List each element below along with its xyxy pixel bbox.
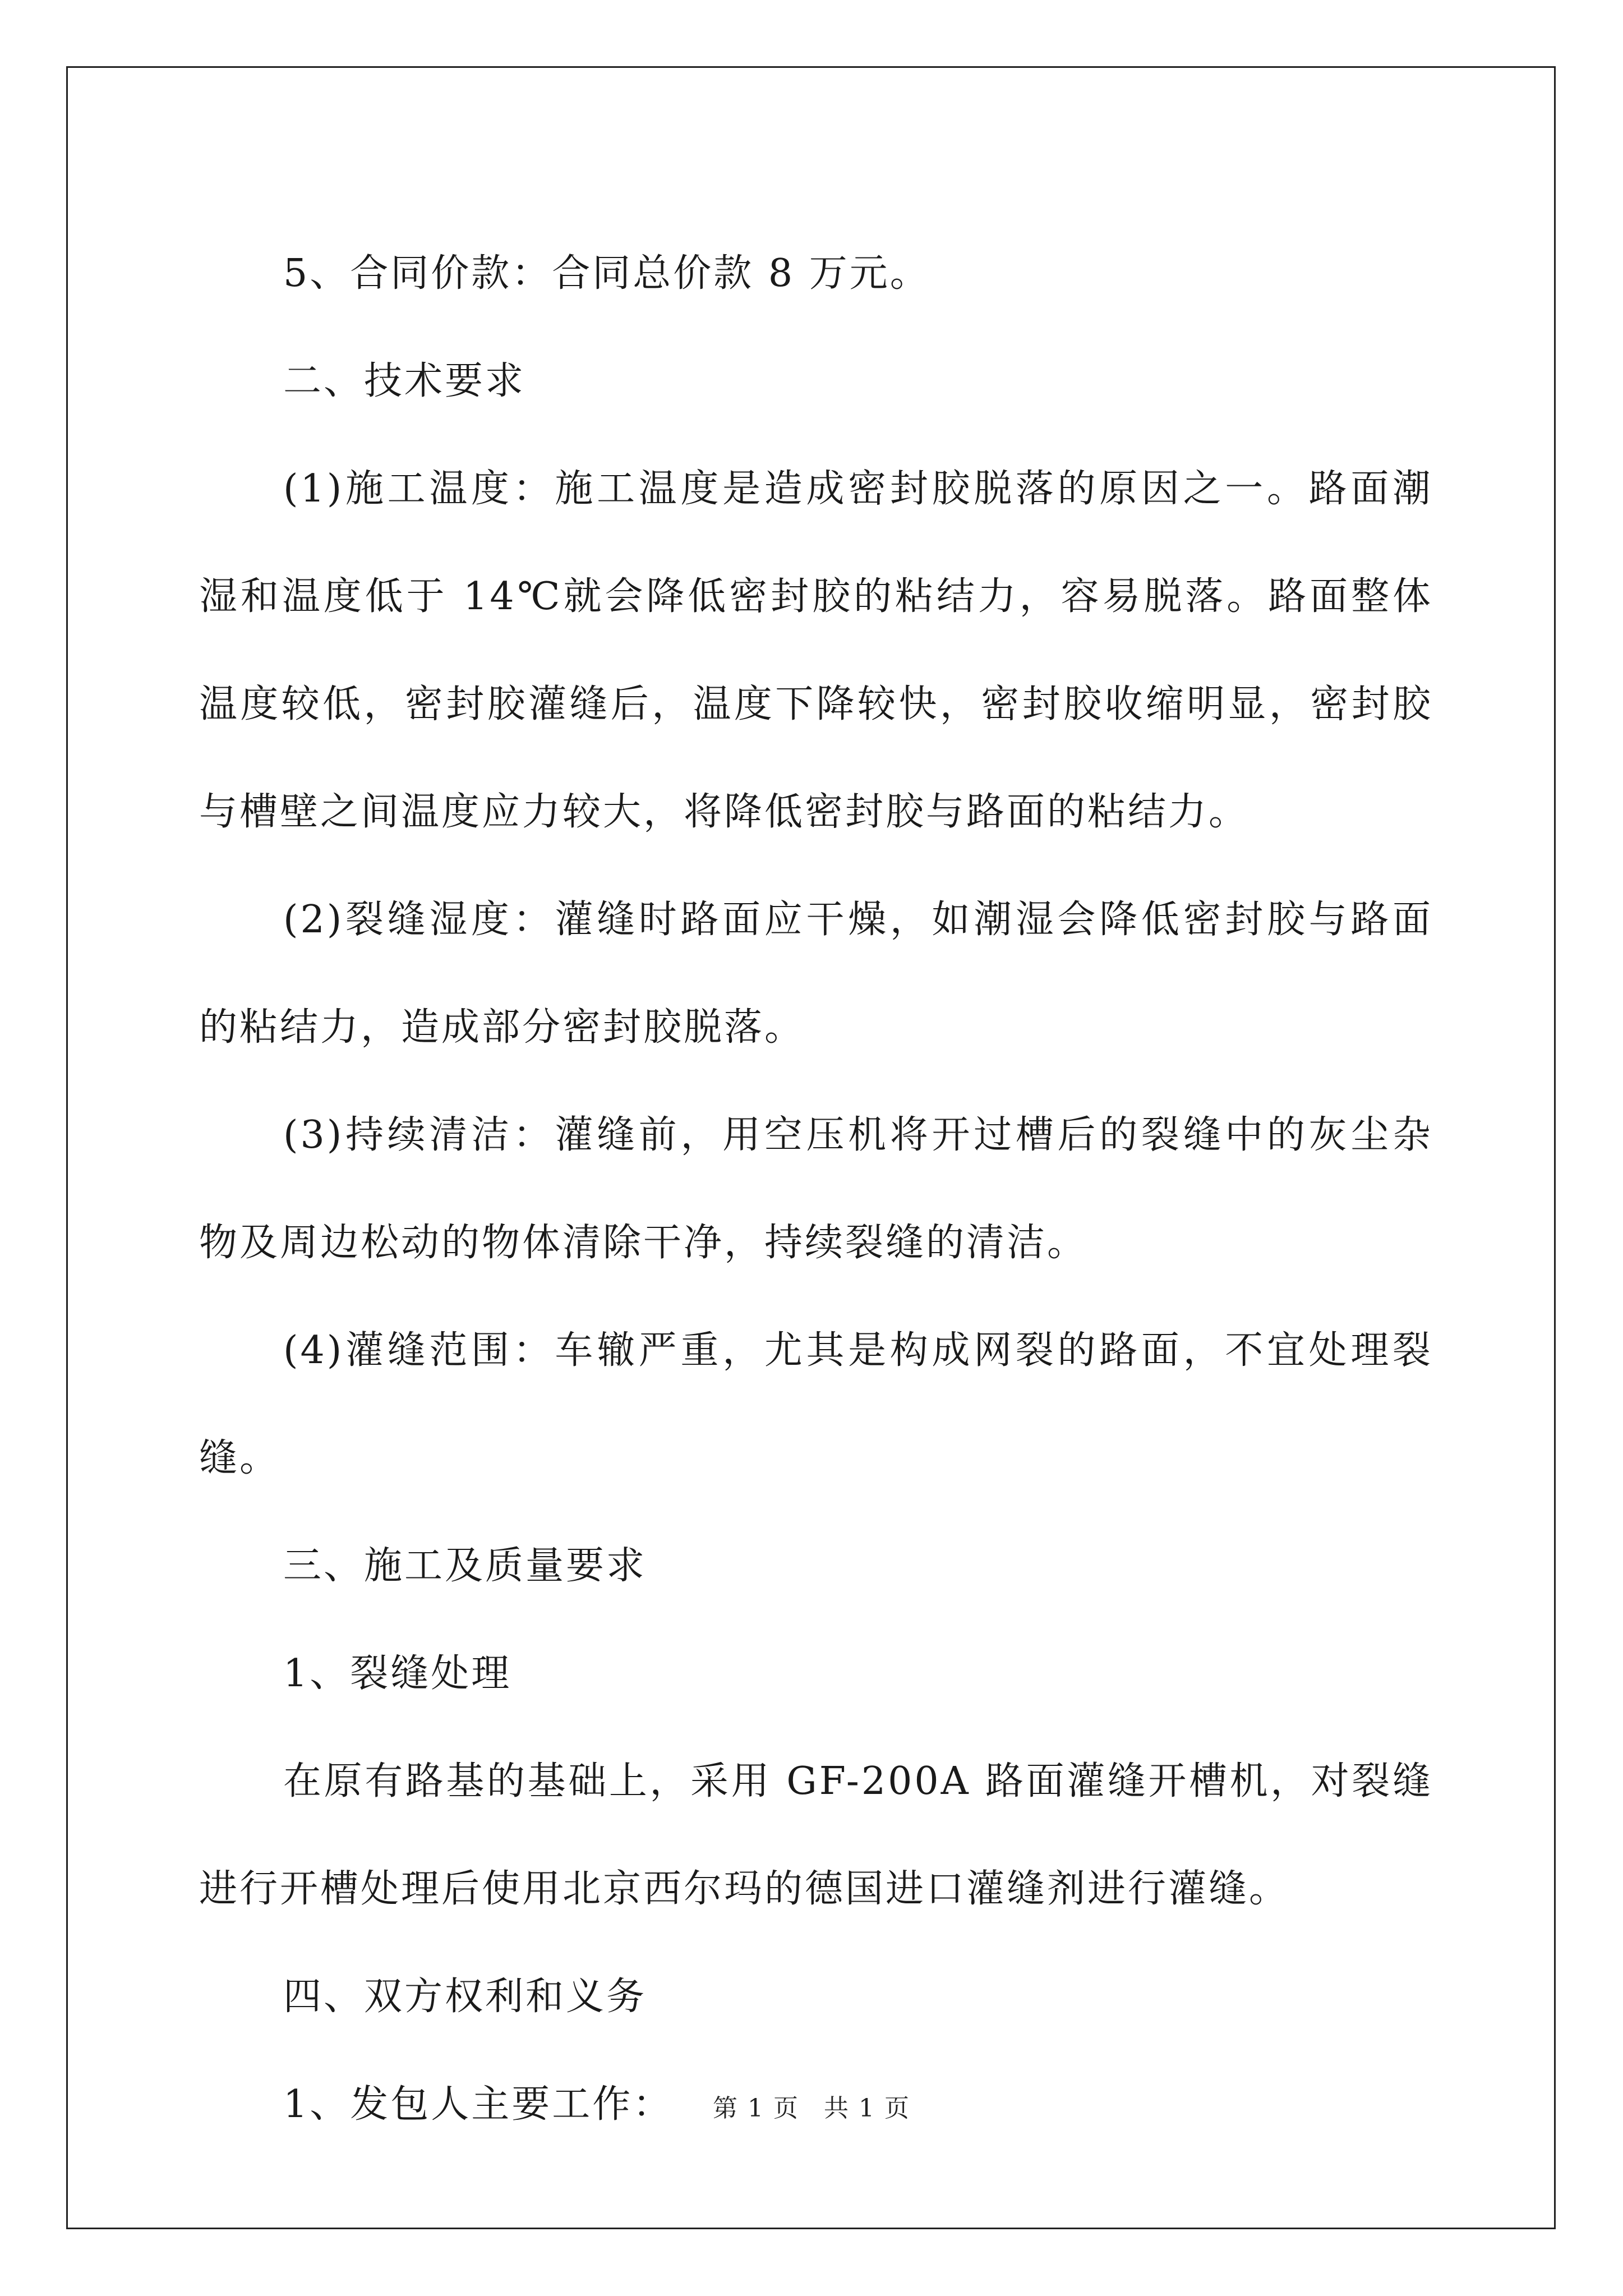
- page-number-total: 共 1 页: [824, 2094, 910, 2123]
- heading-crack-treatment: 1、裂缝处理: [283, 1651, 512, 1696]
- heading-employer-work: 1、发包人主要工作：: [283, 2082, 674, 2127]
- page-number-current: 第 1 页: [713, 2094, 799, 2123]
- heading-rights-obligations: 四、双方权利和义务: [283, 1975, 647, 2019]
- paragraph-contract-price: 5、合同价款：合同总价款 8 万元。: [283, 251, 930, 296]
- paragraph-crack-humidity: (2)裂缝湿度：灌缝时路面应干燥，如潮湿会降低密封胶与路面的粘结力，造成部分密封胶脱落。: [199, 898, 1433, 1050]
- paragraph-sealing-scope: (4)灌缝范围：车辙严重，尤其是构成网裂的路面，不宜处理裂缝。: [199, 1328, 1433, 1480]
- paragraph-crack-treatment: 在原有路基的基础上，采用 GF-200A 路面灌缝开槽机，对裂缝进行开槽处理后使用北京西尔玛的德国进口灌缝剂进行灌缝。: [199, 1759, 1433, 1911]
- heading-construction-quality: 三、施工及质量要求: [283, 1544, 647, 1588]
- paragraph-construction-temperature: (1)施工温度：施工温度是造成密封胶脱落的原因之一。路面潮湿和温度低于 14℃就会降低密封胶的粘结力，容易脱落。路面整体温度较低，密封胶灌缝后，温度下降较快，密封胶收缩明显，密封胶与槽壁之间温度应力较大，将降低密封胶与路面的粘结力。: [199, 467, 1433, 834]
- heading-technical-requirements: 二、技术要求: [283, 359, 526, 403]
- paragraph-continuous-cleaning: (3)持续清洁：灌缝前，用空压机将开过槽后的裂缝中的灰尘杂物及周边松动的物体清除干净，持续裂缝的清洁。: [199, 1113, 1433, 1265]
- document-body: [199, 220, 1433, 2159]
- page-footer: [0, 2088, 1623, 2124]
